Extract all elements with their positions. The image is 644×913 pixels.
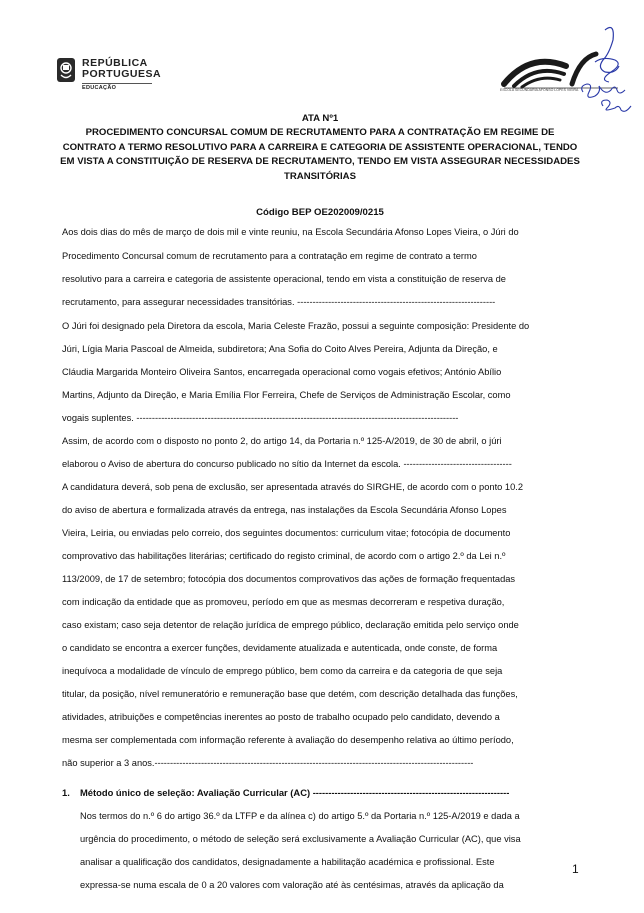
republic-logo [55,55,77,87]
republic-name-line1: REPÚBLICA [82,57,148,69]
body-line: recrutamento, para assegurar necessidades transitórias. ---------------------------------------------------------------- [62,297,496,307]
body-line: Cláudia Margarida Monteiro Oliveira Santos, encarregada operacional como vogais efetivos; António Abílio [62,367,502,377]
title-line: CONTRATO A TERMO RESOLUTIVO PARA A CARREIRA E CATEGORIA DE ASSISTENTE OPERACIONAL, TENDO [62,141,578,153]
body-line: comprovativo das habilitações literárias; certificado do registo criminal, de acordo com o artigo 2.º da Lei n.º [62,551,506,561]
body-line: caso existam; caso seja detentor de relação jurídica de emprego público, declaração emitida pelo serviço onde [62,620,519,630]
section-number: 1. [62,787,70,798]
page-number: 1 [572,862,579,876]
body-line: titular, da posição, nível remuneratório e remuneração base que detém, com descrição detalhada das funções, [62,689,518,699]
title-line: PROCEDIMENTO CONCURSAL COMUM DE RECRUTAMENTO PARA A CONTRATAÇÃO EM REGIME DE [85,127,555,138]
section-line: expressa-se numa escala de 0 a 20 valores com valoração até às centésimas, através da aplicação da [80,880,504,890]
minutes-number: ATA Nº1 [301,113,339,124]
body-line: A candidatura deverá, sob pena de exclusão, ser apresentada através do SIRGHE, de acordo com o ponto 10.2 [62,482,524,492]
section-line: Nos termos do n.º 6 do artigo 36.º da LTFP e da alínea c) do artigo 5.º da Portaria n.º 125-A/2019 e dada a [80,811,520,821]
body-line: Vieira, Leiria, ou enviadas pelo correio, dos seguintes documentos: curriculum vitae; fotocópia de documento [62,528,511,538]
body-line: Aos dois dias do mês de março de dois mil e vinte reuniu, na Escola Secundária Afonso Lopes Vieira, o Júri do [62,227,519,237]
body-line: Júri, Lígia Maria Pascoal de Almeida, subdiretora; Ana Sofia do Coito Alves Pereira, Adjunta da Direção, e [62,344,498,354]
body-line: Procedimento Concursal comum de recrutamento para a contratação em regime de contrato a termo [62,251,477,261]
signature [575,20,637,120]
republic-name-line2: PORTUGUESA [82,68,162,80]
body-line: não superior a 3 anos.------------------------------------------------------------------------------------------------------- [62,758,474,768]
section-heading: Método único de seleção: Avaliação Curricular (AC) --------------------------------------------------------------- [80,787,510,798]
section-line: analisar a qualificação dos candidatos, designadamente a habilitação académica e profissional. Este [80,857,495,867]
ministry-label: EDUCAÇÃO [82,85,117,91]
body-line: O Júri foi designado pela Diretora da escola, Maria Celeste Frazão, possui a seguinte composição: Presidente do [62,321,530,331]
title-line: TRANSITÓRIAS [284,170,356,182]
procedure-title [40,126,600,184]
body-line: 113/2009, de 17 de setembro; fotocópia dos documentos comprovativos das ações de formação frequentadas [62,574,516,584]
body-line: o candidato se encontra a exercer funções, devidamente atualizada e autenticada, onde conste, de forma [62,643,498,653]
body-line: inequívoca a modalidade de vínculo de emprego público, bem como da carreira e da categoria de que seja [62,666,503,676]
body-line: vogais suplentes. -------------------------------------------------------------------------------------------------------- [62,413,459,423]
title-line: EM VISTA A CONSTITUIÇÃO DE RESERVA DE RECRUTAMENTO, TENDO EM VISTA ASSEGURAR NECESSIDADES [60,156,580,167]
section-line: urgência do procedimento, o método de seleção será exclusivamente a Avaliação Curricular (AC), que visa [80,834,521,844]
body-line: atividades, atribuições e competências inerentes ao posto de trabalho ocupado pelo candidato, devendo a [62,712,500,722]
body-line: do aviso de abertura e formalizada através da entrega, nas instalações da Escola Secundária Afonso Lopes [62,505,507,515]
body-line: com indicação da entidade que as promoveu, período em que as mesmas decorreram e respetiva duração, [62,597,505,607]
body-line: resolutivo para a carreira e categoria de assistente operacional, tendo em vista a constituição de reserva de [62,274,506,284]
school-caption: ESCOLA SECUNDÁRIA AFONSO LOPES VIEIRA [500,88,579,92]
body-line: Assim, de acordo com o disposto no ponto 2, do artigo 14, da Portaria n.º 125-A/2019, de 30 de abril, o júri [62,436,502,446]
body-line: Martins, Adjunto da Direção, e Maria Emília Flor Ferreira, Chefe de Serviços de Administração Escolar, como [62,390,511,400]
header-divider [82,83,152,84]
body-line: mesma ser complementada com informação referente à avaliação do desempenho relativa ao último período, [62,735,514,745]
bep-code: Código BEP OE202009/0215 [256,207,384,218]
body-line: elaborou o Aviso de abertura do concurso publicado no sítio da Internet da escola. ----------------------------------- [62,459,512,469]
